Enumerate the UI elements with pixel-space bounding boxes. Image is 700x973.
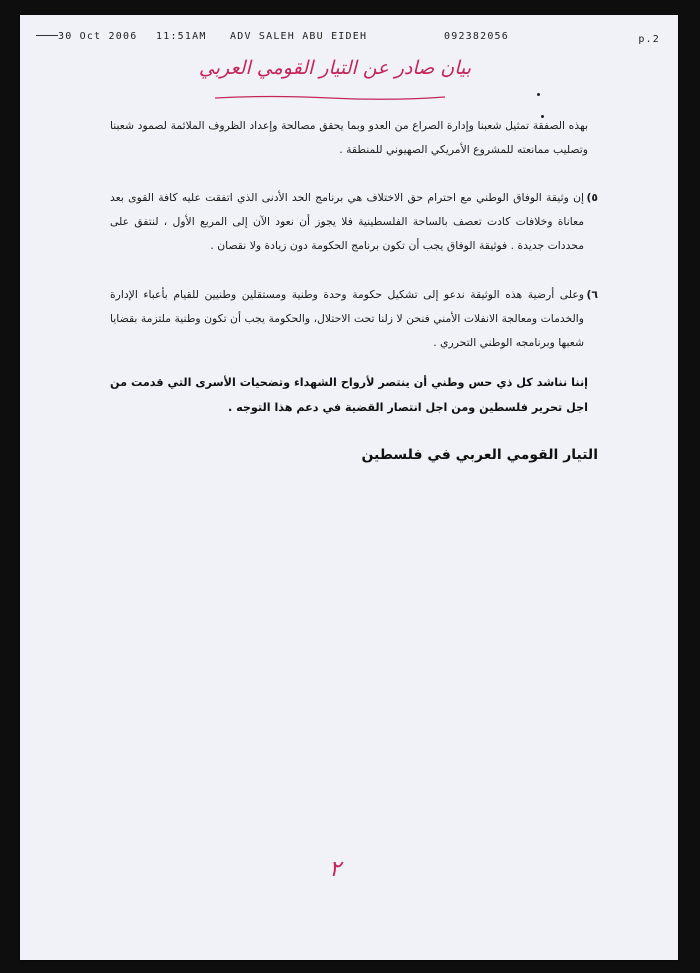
- header-dash: [36, 35, 58, 36]
- item-6-text: وعلى أرضية هذه الوثيقة ندعو إلى تشكيل حكومة وحدة وطنية ومستقلين وطنيين للقيام بأعباء الإدارة والخدمات ومعالجة الانفلات الأمني فنحن لا زلنا تحت الاحتلال، والحكومة يجب أن تكون وطنية ملتزمة بقضايا شعبها وبرنامجه الوطني التحرري .: [110, 288, 584, 349]
- ink-dot: [537, 93, 540, 96]
- handwriting-underline: [210, 95, 450, 101]
- fax-page: [20, 15, 678, 960]
- item-6: [110, 283, 598, 355]
- signature: التيار القومي العربي في فلسطين: [361, 447, 598, 463]
- item-5: [110, 186, 598, 258]
- item-5-number: ٥): [586, 191, 598, 204]
- fax-page-number: p.2: [638, 34, 660, 45]
- fax-header: [34, 29, 664, 49]
- intro-paragraph: بهذه الصفقة تمثيل شعبنا وإدارة الصراع من العدو وبما يحقق مصالحة وإعداد الظروف الملائمة لصمود شعبنا وتصليب ممانعته للمشروع الأمريكي الصهيوني للمنطقة .: [110, 119, 588, 156]
- closing-appeal: إننا نناشد كل ذي حس وطني أن ينتصر لأرواح الشهداء وتضحيات الأسرى التي قدمت من اجل تحرير فلسطين ومن اجل انتصار القضية في دعم هذا التوجه .: [110, 376, 588, 414]
- item-6-number: ٦): [586, 288, 598, 301]
- fax-time: 11:51AM: [156, 31, 207, 42]
- handwritten-title: بيان صادر عن التيار القومي العربي: [198, 57, 472, 79]
- fax-date: 30 Oct 2006: [58, 31, 138, 42]
- page-mark: ٢: [329, 857, 341, 882]
- item-5-text: إن وثيقة الوفاق الوطني مع احترام حق الاختلاف هي برنامج الحد الأدنى الذي اتفقت عليه كافة القوى بعد معاناة وخلافات كادت تعصف بالساحة الفلسطينية فلا يجوز أن نعود الآن إلى المربع الأول ، لنتفق على محددات جديدة . فوثيقة الوفاق يجب أن تكون برنامج الحكومة دون زيادة ولا نقصان .: [110, 191, 584, 252]
- fax-sender: ADV SALEH ABU EIDEH: [230, 31, 368, 42]
- fax-number: 092382056: [444, 31, 509, 42]
